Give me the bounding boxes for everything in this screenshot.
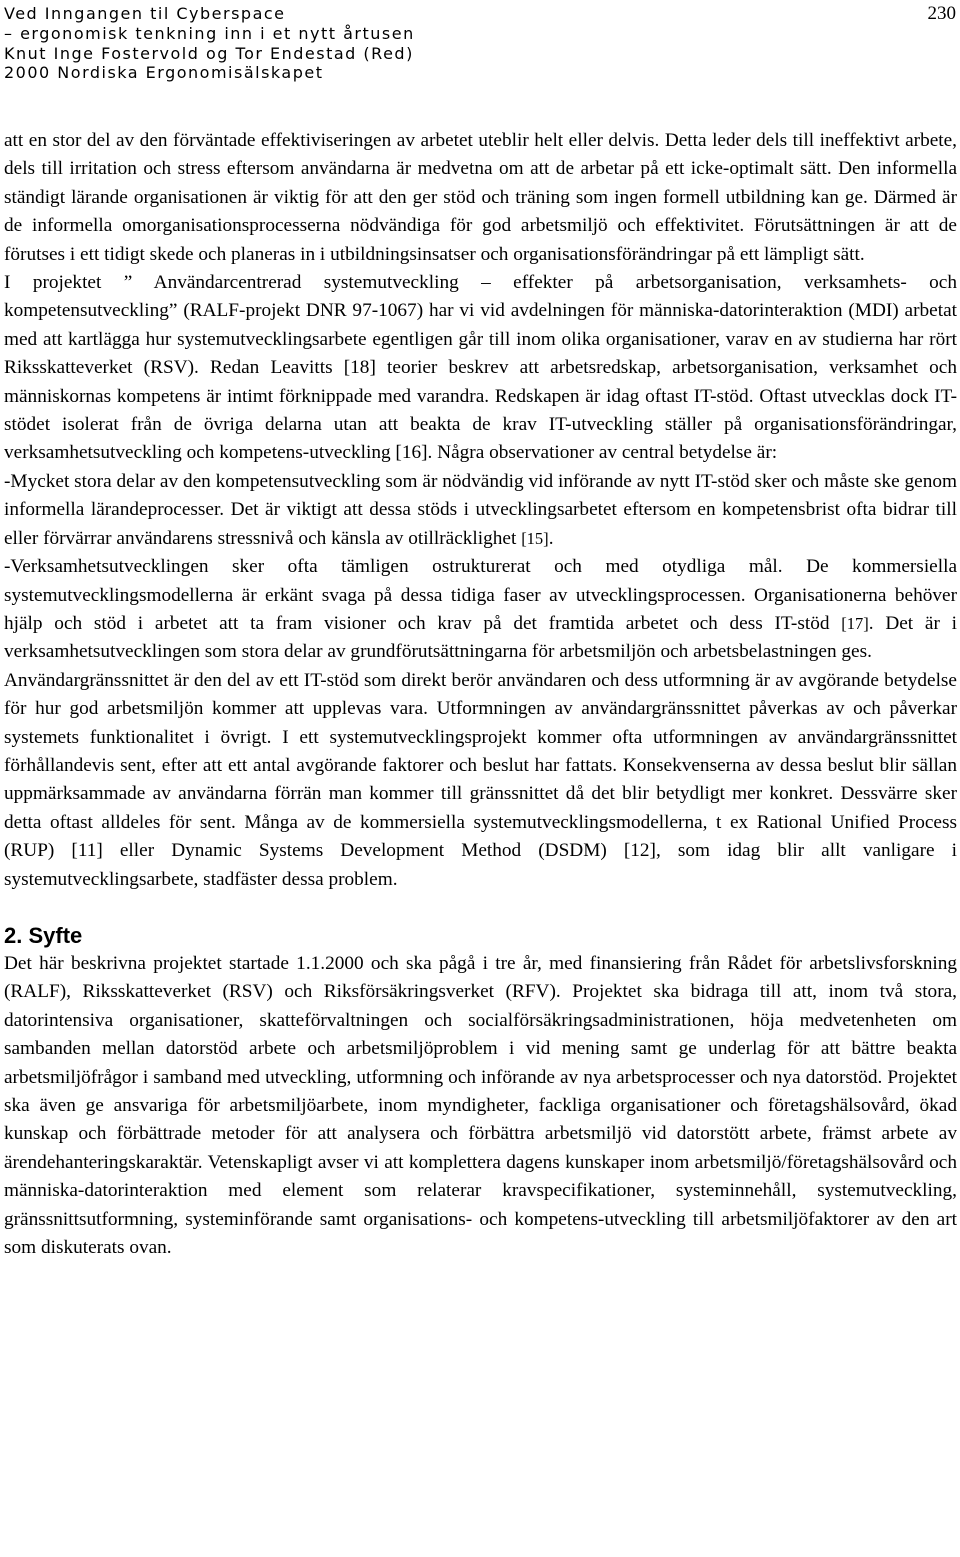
page-number: 230 <box>927 3 956 24</box>
body-paragraph: att en stor del av den förväntade effektiviseringen av arbetet uteblir helt eller delvis. Detta leder dels till ineffektivt arbete, dels till irritation och stress eftersom användarna är medvetna om att de arbetar på ett icke-optimalt sätt. Den informella ständigt lärande organisationen är viktig för att den ger stöd och träning som ingen formell utbildning kan ge. Därmed är de informella omorganisationsprocesserna nödvändiga för god arbetsmiljö och effektivitet. Förutsättningen är att de förutses i ett tidigt skede och planeras in i utbildningsinsatser och organisationsförändringar på ett lämpligt sätt. <box>4 130 957 265</box>
header-book-subtitle: – ergonomisk tenkning inn i et nytt årtusen <box>4 23 415 43</box>
point-tail: . Det är i verksamhetsutvecklingen som stora delar av grundförutsättningarna för arbetsmiljön och arbetsbelastningen ges. <box>4 612 958 663</box>
header-book-title: Ved Inngangen til Cyberspace <box>4 4 286 23</box>
running-header <box>4 4 956 83</box>
observation-point <box>4 553 957 667</box>
body-paragraph: I projektet ” Användarcentrerad systemutveckling – effekter på arbetsorganisation, verksamhets- och kompetensutveckling” (RALF-projekt DNR 97-1067) har vi vid avdelningen för människa-datorinteraktion (MDI) arbetat med att kartlägga hur systemutvecklingsarbete egentligen går till inom olika organisationer, varav en av studierna har rört Riksskatteverket (RSV). Redan Leavitts [18] teorier beskrev att arbetsredskap, arbetsorganisation, verksamhet och människornas kompetens är intimt förknippade med varandra. Redskapen är idag oftast IT-stöd. Oftast utvecklas dock IT-stödet isolerat från de övriga delarna utan att beakta de krav IT-utveckling ställer på organisationsförändringar, verksamhetsutveckling och kompetens-utveckling [16]. Några observationer av central betydelse är: <box>4 272 957 464</box>
page-body <box>4 127 957 1262</box>
body-paragraph: Användargränssnittet är den del av ett IT-stöd som direkt berör användaren och dess utformning är av avgörande betydelse för hur god arbetsmiljön kommer att upplevas vara. Utformningen av användargränssnittet påverkas av och påverkar systemets funktionalitet i övrigt. I ett systemutvecklingsprojekt kommer ofta utformningen av användargränssnittet förhållandevis sent, efter att ett antal avgörande faktorer och beslut har fattats. Konsekvenserna av dessa beslut blir sällan uppmärksammade av användarna förrän man kommer till gränssnittet då det blir betydligt mer konkret. Dessvärre sker detta oftast alldeles för sent. Många av de kommersiella systemutvecklingsmodellerna, t ex Rational Unified Process (RUP) [11] eller Dynamic Systems Development Method (DSDM) [12], som idag blir allt vanligare i systemutvecklingsarbete, stadfäster dessa problem. <box>4 669 957 890</box>
point-tail: . <box>548 527 554 549</box>
point-text: -Verksamhetsutvecklingen sker ofta tämligen ostrukturerat och med otydliga mål. De kommersiella systemutvecklingsmodellerna är erkänt svaga på dessa tidiga faser av utvecklingsprocessen. Organisationerna behöver hjälp och stöd i arbetet att ta fram visioner och krav på det framtida arbetet och dess IT-stöd <box>4 556 957 634</box>
point-text: -Mycket stora delar av den kompetensutveckling som är nödvändig vid införande av nytt IT-stöd sker och måste ske genom informella lärandeprocesser. Det är viktigt att dessa stöds i utvecklingsarbetet eftersom en kompetensbrist ofta bidrar till eller förvärrar användarens stressnivå och känsla av otillräcklighet <box>4 470 957 549</box>
observation-point <box>4 468 957 553</box>
header-editors: Knut Inge Fostervold og Tor Endestad (Red) <box>4 43 414 63</box>
section-paragraph: Det här beskrivna projektet startade 1.1.2000 och ska pågå i tre år, med finansiering från Rådet för arbetslivsforskning (RALF), Riksskatteverket (RSV) och Riksförsäkringsverket (RFV). Projektet ska bidraga till att, inom två stora, datorintensiva organisationer, skatteförvaltningen och socialförsäkringsadministrationen, höja medvetenheten om sambanden mellan datorstöd arbete och arbetsmiljöproblem i vid mening samt ge underlag för att bättre beakta arbetsmiljöfrågor i samband med utveckling, utformning och införande av nya arbetsprocesser och nya datorstöd. Projektet ska även ge ansvariga för arbetsmiljöarbete, inom myndigheter, fackliga organisationer och företagshälsovård, ökad kunskap och förbättrade metoder för att analysera och förbättra arbetsmiljö vid datorstött arbete, främst arbete av ärendehanteringskaraktär. Vetenskapligt avser vi att komplettera dagens kunskaper inom arbetsmiljö/företagshälsovård och människa-datorinteraktion med element som relaterar kravspecifikationer, systeminnehåll, systemutveckling, gränssnittsutformning, systeminförande samt organisations- och kompetens-utveckling till arbetsmiljöfaktorer av den art som diskuterats ovan. <box>4 952 957 1259</box>
header-publisher: 2000 Nordiska Ergonomisälskapet <box>4 63 324 83</box>
citation: [15] <box>521 528 549 548</box>
citation: [17] <box>841 613 869 633</box>
section-heading: 2. Syfte <box>4 922 83 948</box>
